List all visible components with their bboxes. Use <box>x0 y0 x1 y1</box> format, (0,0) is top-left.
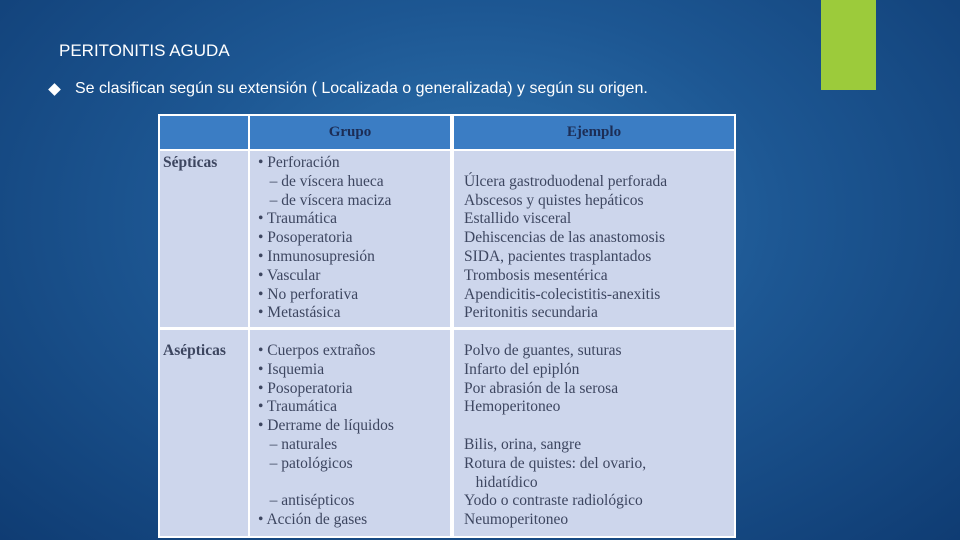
example-line: hidatídico <box>464 473 538 491</box>
group-line: • Vascular <box>258 266 321 284</box>
bullet-text: Se clasifican según su extensión ( Localizada o generalizada) y según su origen. <box>75 80 648 97</box>
example-line: Rotura de quistes: del ovario, <box>464 454 647 472</box>
group-line: • Posoperatoria <box>258 379 353 397</box>
example-line: SIDA, pacientes trasplantados <box>464 248 652 265</box>
group-line: • Traumática <box>258 210 338 228</box>
section-label: Asépticas <box>163 342 226 359</box>
example-line: Dehiscencias de las anastomosis <box>464 229 666 247</box>
example-line: Infarto del epiplón <box>464 360 580 378</box>
group-line: • Inmunosupresión <box>258 248 375 265</box>
example-line: Úlcera gastroduodenal perforada <box>464 172 668 190</box>
example-line: Bilis, orina, sangre <box>464 436 582 453</box>
group-line: • Derrame de líquidos <box>258 417 394 435</box>
bullet-point <box>50 80 648 98</box>
example-line: Trombosis mesentérica <box>464 266 608 284</box>
group-line: • Traumática <box>258 398 338 416</box>
classification-table <box>158 114 736 538</box>
group-line: – de víscera hueca <box>258 172 384 190</box>
header-grupo: Grupo <box>250 116 450 149</box>
group-line: • Cuerpos extraños <box>258 342 376 359</box>
slide-title: PERITONITIS AGUDA <box>59 41 230 60</box>
example-line: Peritonitis secundaria <box>464 304 598 322</box>
example-line: Yodo o contraste radiológico <box>464 492 643 510</box>
table-cell <box>160 151 248 327</box>
example-line: Polvo de guantes, suturas <box>464 342 622 359</box>
accent-bar <box>821 0 876 90</box>
example-line: Apendicitis-colecistitis-anexitis <box>464 285 661 303</box>
example-line: Hemoperitoneo <box>464 398 561 416</box>
group-line: • Isquemia <box>258 360 325 378</box>
group-line: • Posoperatoria <box>258 229 353 247</box>
group-line: • Metastásica <box>258 304 341 322</box>
group-line: – patológicos <box>258 454 353 472</box>
group-line: – naturales <box>258 436 338 453</box>
header-empty <box>160 116 248 149</box>
group-line: • No perforativa <box>258 285 359 303</box>
group-line: • Perforación <box>258 154 340 171</box>
table-cell <box>160 330 248 536</box>
diamond-bullet-icon <box>48 83 61 96</box>
example-line: Por abrasión de la serosa <box>464 379 619 397</box>
header-ejemplo: Ejemplo <box>454 116 734 149</box>
example-line: Abscesos y quistes hepáticos <box>464 191 644 209</box>
group-line: • Acción de gases <box>258 511 368 529</box>
group-line: – de víscera maciza <box>258 191 392 209</box>
example-line: Neumoperitoneo <box>464 511 569 529</box>
example-line: Estallido visceral <box>464 210 572 228</box>
section-label: Sépticas <box>163 154 218 171</box>
group-line: – antisépticos <box>258 492 355 510</box>
